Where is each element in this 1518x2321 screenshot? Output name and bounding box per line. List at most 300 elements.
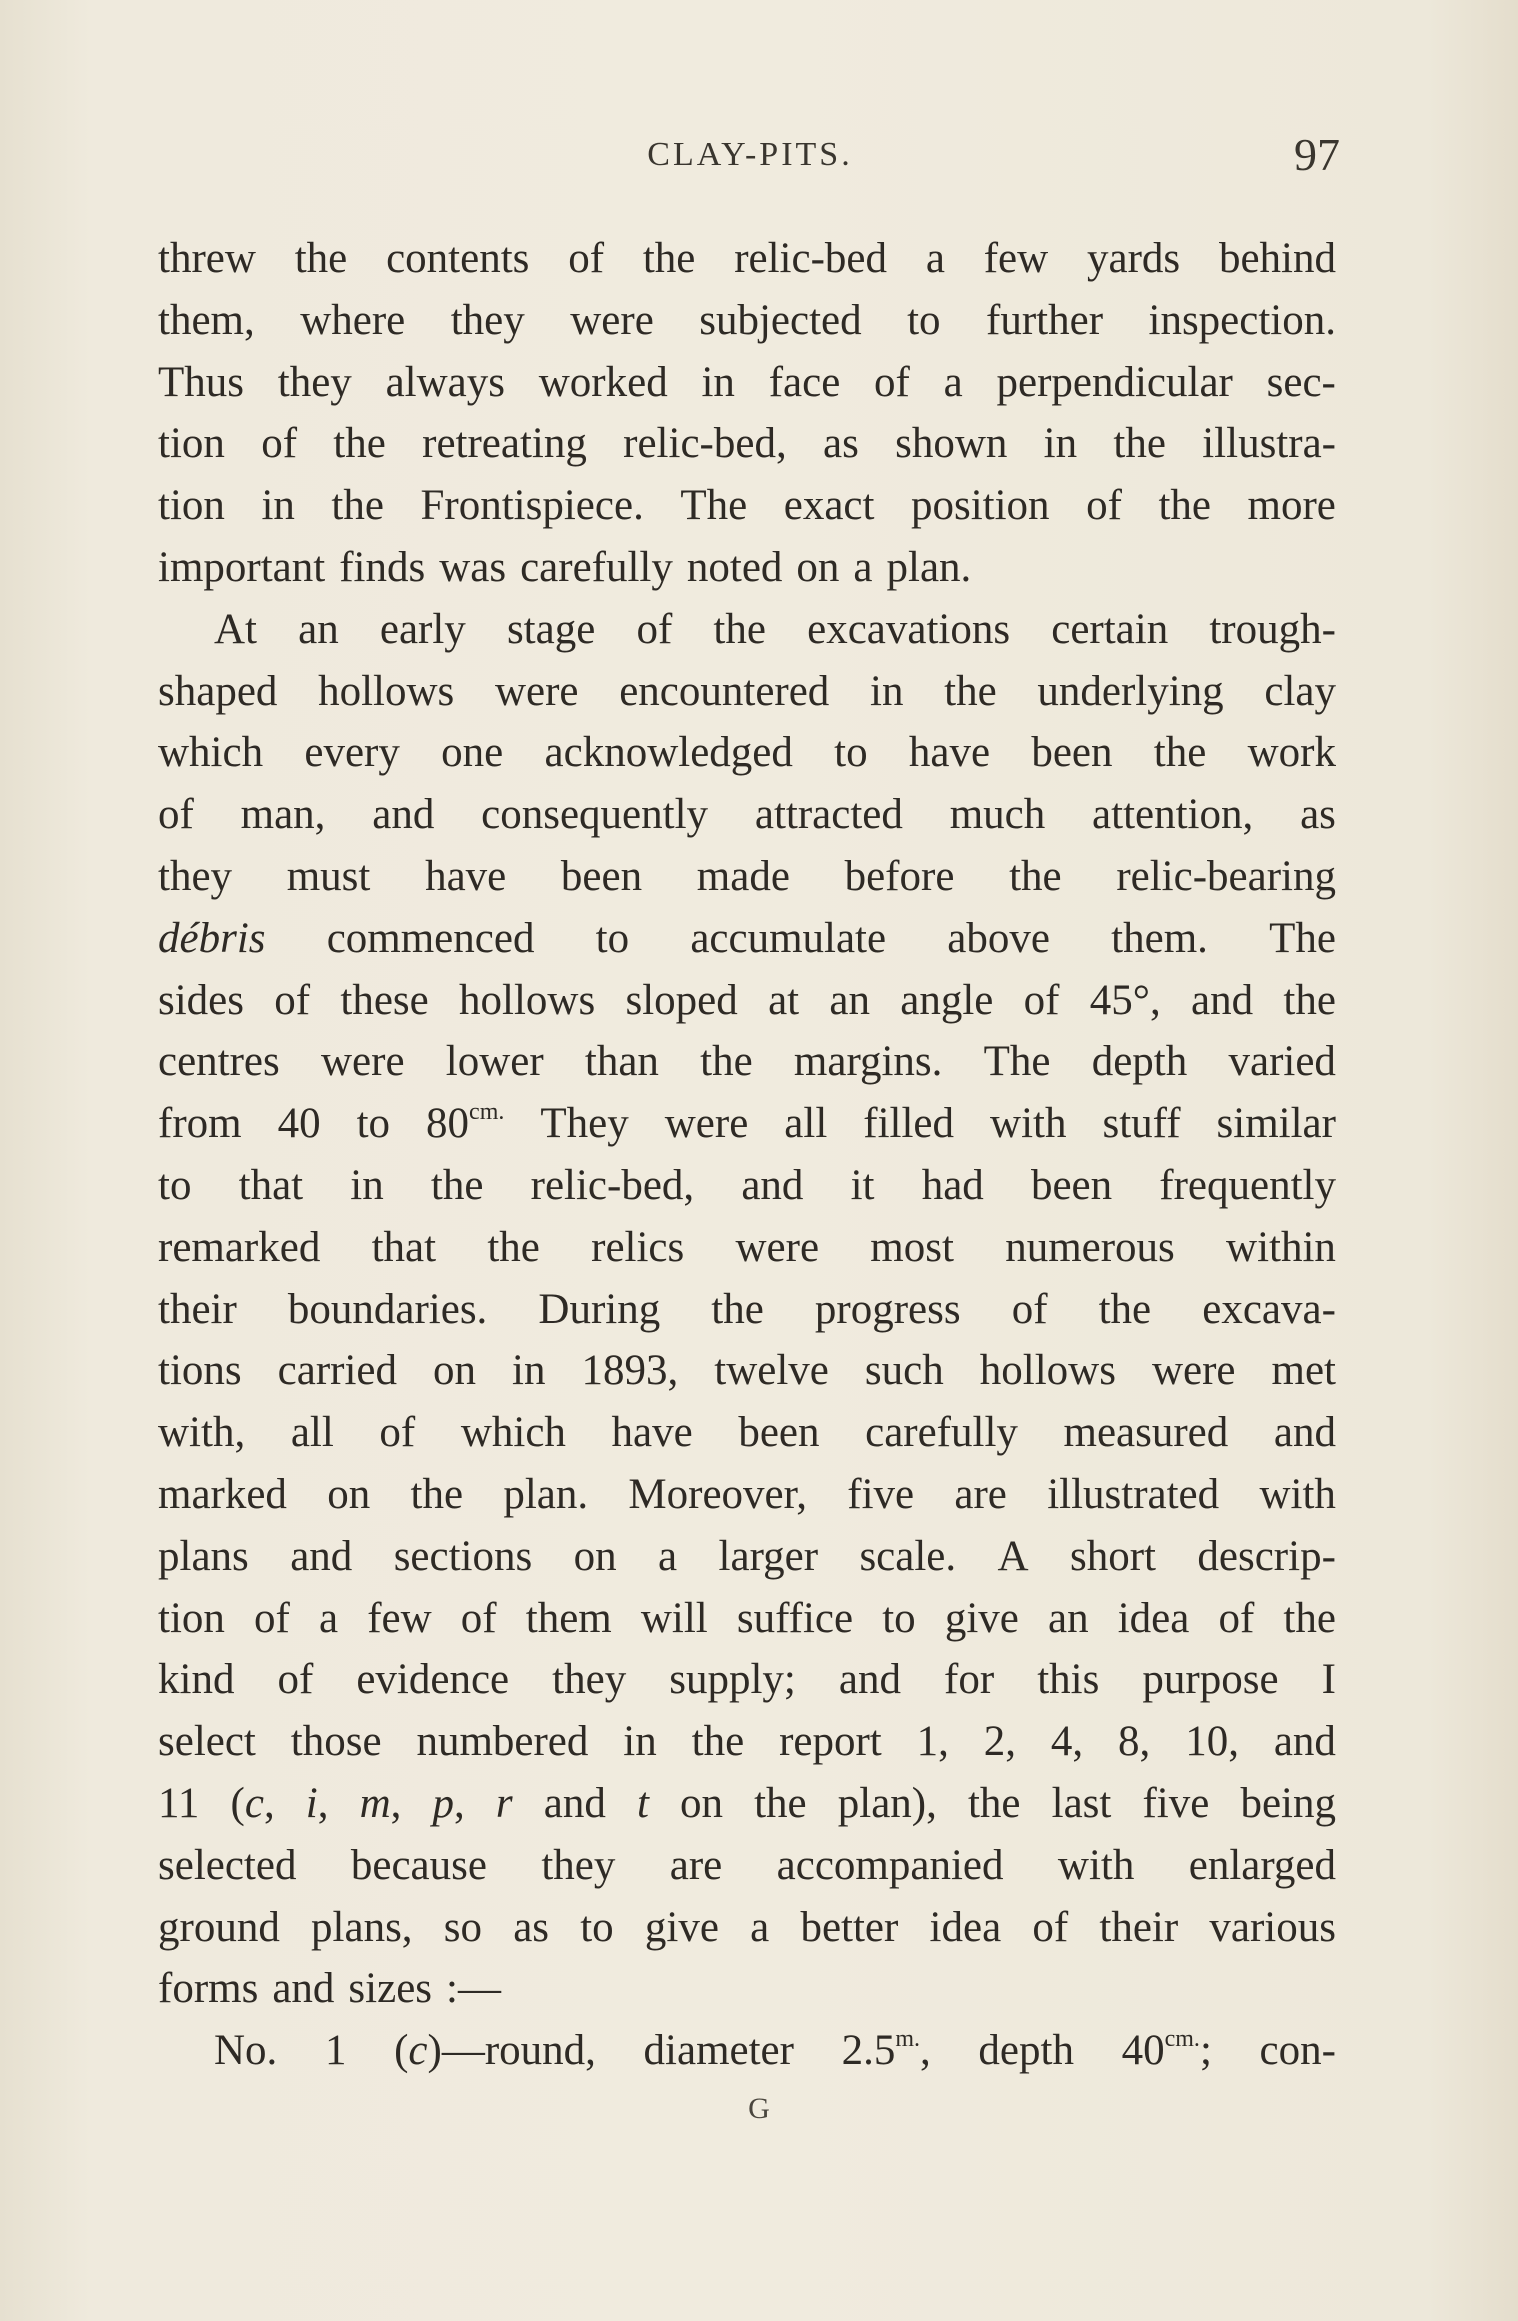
word: r	[495, 1779, 513, 1827]
word: above	[947, 914, 1050, 962]
word: enlarged	[1188, 1841, 1336, 1889]
word: hollows	[979, 1347, 1116, 1395]
word: been	[560, 852, 643, 900]
word: The	[1269, 914, 1336, 962]
word: a	[318, 1594, 339, 1642]
word: as	[822, 420, 859, 468]
word: have	[908, 729, 991, 777]
word: in	[261, 482, 295, 530]
text-line	[158, 784, 1336, 846]
word: at	[768, 976, 800, 1024]
word: relic-bearing	[1116, 852, 1336, 900]
word: was	[439, 543, 507, 591]
word: on	[433, 1347, 477, 1395]
word: encountered	[619, 667, 830, 715]
word: depth	[1091, 1038, 1188, 1086]
word: carefully	[520, 543, 673, 591]
text-line	[158, 1526, 1336, 1588]
word: finds	[339, 543, 426, 591]
word: the	[333, 420, 386, 468]
word: 10,	[1185, 1718, 1239, 1766]
word: plans,	[311, 1903, 413, 1951]
word: retreating	[422, 420, 587, 468]
text-line	[158, 970, 1336, 1032]
word: such	[864, 1347, 944, 1395]
word: of	[874, 358, 910, 406]
word: illustrated	[1047, 1470, 1220, 1518]
word: The	[983, 1038, 1051, 1086]
text-line	[158, 1649, 1336, 1711]
word: these	[340, 976, 429, 1024]
text-line	[158, 846, 1336, 908]
word: accumulate	[690, 914, 887, 962]
word: man,	[240, 791, 326, 839]
word: The	[680, 482, 748, 530]
word: that	[238, 1161, 304, 1209]
word: $40^{cm.}$;	[1121, 2026, 1212, 2075]
word: been	[738, 1409, 820, 1457]
text-line	[158, 1711, 1336, 1773]
word: measured	[1063, 1409, 1229, 1457]
word: sizes	[348, 1965, 433, 2013]
word: carefully	[865, 1409, 1018, 1457]
word: of	[1086, 482, 1122, 530]
word: them	[525, 1594, 612, 1642]
word: in	[870, 667, 904, 715]
word: where	[300, 296, 406, 344]
word: report	[779, 1718, 882, 1766]
word: tion	[158, 482, 225, 530]
word: the	[1009, 852, 1062, 900]
word: p,	[432, 1779, 465, 1827]
word: before	[844, 852, 955, 900]
word: must	[286, 852, 371, 900]
word: better	[800, 1903, 899, 1951]
word: tions	[158, 1347, 242, 1395]
word: $2.5^{m.}$,	[841, 2026, 931, 2075]
text-line	[158, 661, 1336, 723]
word: so	[443, 1903, 482, 1951]
word: had	[921, 1161, 984, 1209]
word: their	[1099, 1903, 1179, 1951]
text-line	[158, 1279, 1336, 1341]
word: the	[1113, 420, 1166, 468]
word: that	[371, 1223, 437, 1271]
word: were	[735, 1223, 820, 1271]
word: to	[356, 1100, 391, 1148]
text-line	[158, 1340, 1336, 1402]
word: been	[1030, 1161, 1113, 1209]
word: the	[754, 1779, 807, 1827]
word: the	[711, 1285, 764, 1333]
word: shaped	[158, 667, 278, 715]
word: of	[254, 1594, 290, 1642]
word: which	[158, 729, 264, 777]
word: yards	[1087, 235, 1181, 282]
word: of	[277, 1656, 314, 1704]
word: carried	[277, 1347, 397, 1395]
word: worked	[538, 358, 668, 406]
word: $80^{cm.}$	[426, 1099, 505, 1148]
word: they	[277, 358, 352, 406]
page-header	[160, 128, 1340, 188]
word: met	[1271, 1347, 1336, 1395]
word: tion	[158, 1594, 225, 1642]
word: which	[460, 1409, 566, 1457]
signature-mark: G	[748, 2092, 770, 2125]
word: the	[294, 235, 348, 282]
word: (c,	[230, 1779, 275, 1827]
word: to	[158, 1161, 192, 1209]
text-line	[158, 1031, 1336, 1093]
word: for	[944, 1656, 995, 1704]
word: they	[552, 1656, 627, 1704]
word: :—	[446, 1965, 501, 2013]
word: with	[1259, 1470, 1336, 1518]
word: from	[158, 1100, 242, 1148]
word: the	[1098, 1285, 1152, 1333]
word: contents	[386, 235, 530, 282]
word: have	[611, 1409, 693, 1457]
word: the	[487, 1223, 540, 1271]
word: At	[214, 605, 257, 653]
word: were	[570, 296, 654, 344]
text-line	[158, 1217, 1336, 1279]
word: attracted	[754, 791, 903, 839]
word: of	[158, 791, 194, 839]
word: on	[327, 1470, 371, 1518]
word: those	[290, 1718, 382, 1766]
word: a	[853, 543, 873, 591]
word: with	[990, 1100, 1067, 1148]
word: 45°,	[1089, 976, 1161, 1024]
word: position	[910, 482, 1050, 530]
word: important	[158, 543, 326, 591]
word: perpendicular	[996, 358, 1233, 406]
word: filled	[863, 1100, 955, 1148]
word: sections	[393, 1532, 533, 1580]
word: last	[1051, 1779, 1112, 1827]
word: Frontispiece.	[420, 482, 644, 530]
word: the	[1153, 729, 1207, 777]
word: 2,	[983, 1718, 1017, 1766]
word: of	[460, 1594, 497, 1642]
word: plans	[158, 1532, 249, 1580]
word: will	[640, 1594, 708, 1642]
word: further	[986, 296, 1104, 344]
word: are	[954, 1470, 1007, 1518]
word: give	[644, 1903, 719, 1951]
word: descrip-	[1197, 1532, 1336, 1580]
word: and	[372, 791, 435, 839]
word: angle	[900, 976, 994, 1024]
word: the	[691, 1718, 745, 1766]
word: Thus	[158, 358, 244, 406]
word: supply;	[669, 1656, 796, 1704]
word: and	[543, 1779, 606, 1827]
word: 40	[277, 1100, 321, 1148]
word: a	[925, 235, 945, 282]
word: of	[1032, 1903, 1069, 1951]
word: sides	[158, 976, 244, 1024]
body-text	[158, 228, 1336, 2082]
word: certain	[1051, 605, 1169, 653]
word: few	[367, 1594, 432, 1642]
word: the	[331, 482, 384, 530]
word: are	[669, 1841, 723, 1889]
word: on	[680, 1779, 723, 1827]
word: scale.	[859, 1532, 957, 1580]
word: kind	[158, 1656, 235, 1704]
word: commenced	[326, 914, 535, 962]
word: inspection.	[1148, 296, 1336, 344]
word: diameter	[643, 2027, 794, 2075]
word: i,	[305, 1779, 329, 1827]
text-line	[158, 352, 1336, 414]
word: numerous	[1005, 1223, 1175, 1271]
word: relic-bed,	[623, 420, 787, 468]
word: a	[750, 1903, 770, 1951]
word: t	[636, 1779, 649, 1827]
word: to	[907, 296, 941, 344]
text-line	[158, 1588, 1336, 1650]
word: on	[796, 543, 840, 591]
word: an	[298, 605, 339, 653]
word: stuff	[1102, 1100, 1181, 1148]
word: to	[595, 914, 630, 962]
word: margins.	[793, 1038, 943, 1086]
word: early	[379, 605, 466, 653]
word: ground	[158, 1903, 280, 1951]
running-title: CLAY-PITS.	[647, 136, 853, 173]
word: and	[290, 1532, 353, 1580]
word: to	[882, 1594, 916, 1642]
text-line	[158, 1402, 1336, 1464]
word: m,	[359, 1779, 402, 1827]
word: the	[430, 1161, 484, 1209]
word: of	[1218, 1594, 1255, 1642]
word: (c)—round,	[394, 2027, 596, 2075]
word: relic-bed,	[530, 1161, 695, 1209]
word: it	[850, 1161, 875, 1209]
word: depth	[978, 2027, 1074, 2075]
text-line	[158, 908, 1336, 970]
word: of	[1011, 1285, 1048, 1333]
word: varied	[1228, 1038, 1336, 1086]
word: lower	[445, 1038, 544, 1086]
word: in	[701, 358, 735, 406]
word: the	[1158, 482, 1211, 530]
word: hollows	[459, 976, 596, 1024]
word: the	[944, 667, 997, 715]
word: trough-	[1209, 605, 1336, 653]
word: marked	[158, 1470, 287, 1518]
word: excavations	[807, 605, 1011, 653]
word: No.	[214, 2027, 278, 2075]
word: with	[1057, 1841, 1135, 1889]
text-line	[158, 1155, 1336, 1217]
word: have	[425, 852, 507, 900]
word: in	[512, 1347, 546, 1395]
word: the	[967, 1779, 1021, 1827]
word: plan),	[837, 1779, 937, 1827]
word: and	[838, 1656, 902, 1704]
word: select	[158, 1718, 256, 1766]
word: much	[949, 791, 1046, 839]
word: I	[1321, 1656, 1336, 1704]
word: five	[1142, 1779, 1210, 1827]
word: this	[1037, 1656, 1100, 1704]
word: 11	[158, 1779, 200, 1827]
word: A	[997, 1532, 1029, 1580]
word: always	[385, 358, 505, 406]
word: They	[540, 1100, 629, 1148]
word: Moreover,	[628, 1470, 807, 1518]
word: as	[513, 1903, 550, 1951]
word: various	[1209, 1903, 1336, 1951]
word: illustra-	[1202, 420, 1336, 468]
word: twelve	[714, 1347, 829, 1395]
word: to	[834, 729, 868, 777]
word: were	[1151, 1347, 1236, 1395]
word: tion	[158, 420, 225, 468]
word: consequently	[481, 791, 709, 839]
word: 4,	[1050, 1718, 1084, 1766]
word: boundaries.	[287, 1285, 488, 1333]
text-line	[158, 2020, 1336, 2082]
word: débris	[158, 914, 266, 962]
word: suffice	[736, 1594, 854, 1642]
word: most	[870, 1223, 954, 1271]
word: in	[623, 1718, 657, 1766]
word: of	[379, 1409, 416, 1457]
word: being	[1240, 1779, 1336, 1827]
text-line	[158, 1835, 1336, 1897]
page-number: 97	[1294, 129, 1340, 180]
text-line	[158, 413, 1336, 475]
word: made	[696, 852, 790, 900]
word: 8,	[1118, 1718, 1151, 1766]
word: During	[538, 1285, 661, 1333]
word: all	[784, 1100, 828, 1148]
word: remarked	[158, 1223, 321, 1271]
word: plan.	[503, 1470, 589, 1518]
text-line	[158, 1773, 1336, 1835]
word: centres	[158, 1038, 280, 1086]
text-line	[158, 1464, 1336, 1526]
word: short	[1070, 1532, 1156, 1580]
word: forms	[158, 1965, 259, 2013]
text-line	[158, 1093, 1336, 1155]
word: the	[700, 1038, 753, 1086]
word: relics	[591, 1223, 685, 1271]
word: an	[829, 976, 870, 1024]
word: their	[158, 1285, 237, 1333]
word: in	[1043, 420, 1078, 468]
word: work	[1247, 729, 1336, 777]
word: and	[1273, 1409, 1336, 1457]
word: progress	[814, 1285, 961, 1333]
text-line	[158, 228, 1336, 290]
word: and	[1273, 1718, 1336, 1766]
word: been	[1031, 729, 1113, 777]
word: hollows	[318, 667, 455, 715]
word: the	[1283, 976, 1336, 1024]
word: of	[636, 605, 673, 653]
word: excava-	[1202, 1285, 1336, 1333]
word: on	[573, 1532, 617, 1580]
word: selected	[158, 1841, 297, 1889]
word: the	[642, 235, 696, 282]
word: behind	[1218, 235, 1336, 282]
word: to	[580, 1903, 614, 1951]
word: more	[1247, 482, 1336, 530]
text-line	[158, 599, 1336, 661]
word: and	[741, 1161, 804, 1209]
word: an	[1047, 1594, 1089, 1642]
word: every	[304, 729, 400, 777]
word: with,	[158, 1409, 246, 1457]
word: 1893,	[581, 1347, 679, 1395]
word: were	[494, 667, 579, 715]
word: evidence	[356, 1656, 510, 1704]
word: all	[290, 1409, 334, 1457]
word: threw	[158, 235, 256, 282]
word: larger	[718, 1532, 819, 1580]
word: idea	[929, 1903, 1002, 1951]
word: 1,	[916, 1718, 949, 1766]
word: frequently	[1159, 1161, 1336, 1209]
word: give	[944, 1594, 1019, 1642]
text-line	[158, 722, 1336, 784]
text-line	[158, 1897, 1336, 1959]
word: purpose	[1142, 1656, 1279, 1704]
text-line	[158, 290, 1336, 352]
word: them.	[1111, 914, 1208, 962]
word: idea	[1117, 1594, 1190, 1642]
word: few	[983, 235, 1049, 282]
word: they	[450, 296, 525, 344]
word: face	[768, 358, 841, 406]
word: stage	[506, 605, 596, 653]
word: exact	[783, 482, 875, 530]
word: sec-	[1266, 358, 1336, 406]
word: attention,	[1092, 791, 1254, 839]
word: acknowledged	[544, 729, 793, 777]
word: were	[664, 1100, 749, 1148]
word: were	[320, 1038, 405, 1086]
word: than	[584, 1038, 659, 1086]
word: a	[943, 358, 963, 406]
word: numbered	[416, 1718, 589, 1766]
word: of	[1023, 976, 1060, 1024]
word: con-	[1259, 2027, 1336, 2075]
word: shown	[895, 420, 1008, 468]
word: and	[1191, 976, 1254, 1024]
word: they	[158, 852, 233, 900]
word: of	[568, 235, 605, 282]
word: one	[441, 729, 504, 777]
word: as	[1300, 791, 1336, 839]
word: the	[713, 605, 766, 653]
word: plan.	[886, 543, 972, 591]
word: of	[274, 976, 311, 1024]
word: a	[658, 1532, 678, 1580]
word: 1	[324, 2027, 347, 2075]
word: the	[1283, 1594, 1336, 1642]
word: in	[350, 1161, 384, 1209]
text-line	[158, 537, 1336, 599]
